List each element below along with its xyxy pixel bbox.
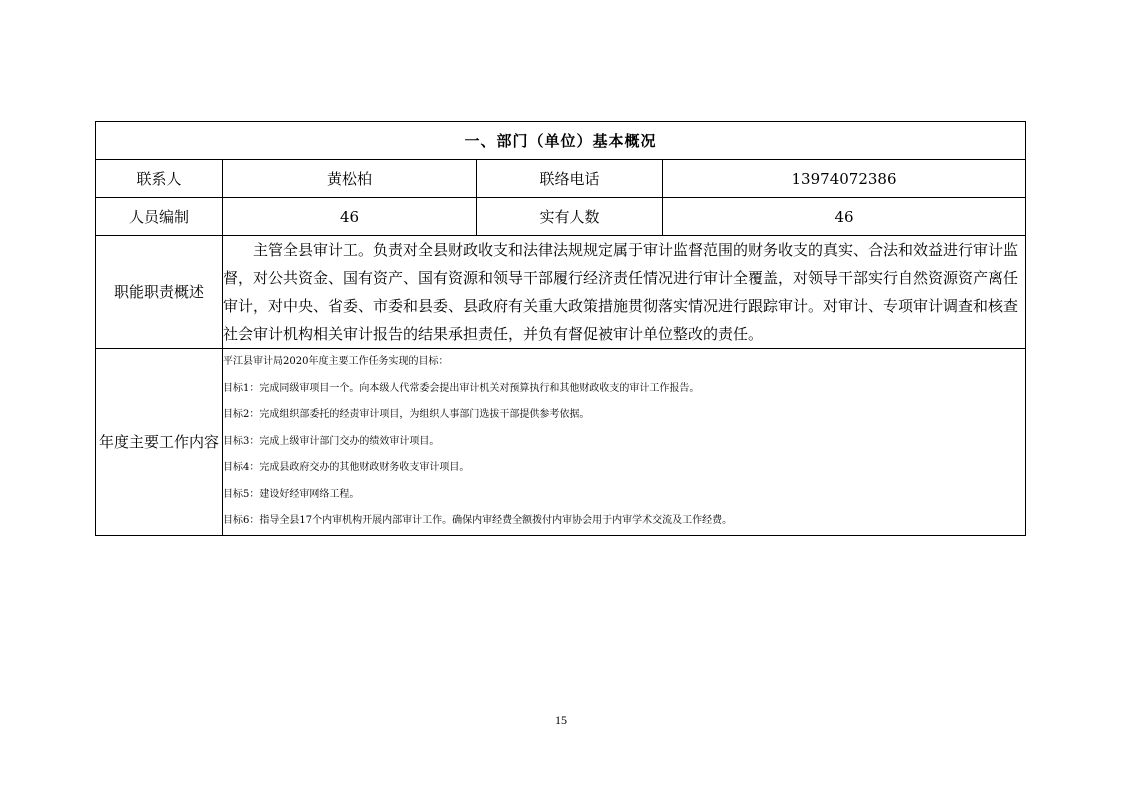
goal-item: 目标3：完成上级审计部门交办的绩效审计项目。 [223, 435, 440, 447]
page-number: 15 [555, 713, 567, 727]
table-title: 一、部门（单位）基本概况 [96, 122, 1026, 160]
phone-value: 13974072386 [663, 160, 1026, 198]
goal-item: 目标2：完成组织部委托的经责审计项目，为组织人事部门选拔干部提供参考依据。 [223, 409, 590, 420]
work-cell [223, 349, 1026, 536]
staff-row [96, 198, 1026, 236]
title-row [96, 122, 1026, 160]
staff-quota-value: 46 [223, 198, 477, 236]
goal-item: 目标4：完成县政府交办的其他财政财务收支审计项目。 [223, 462, 470, 473]
work-intro: 平江县审计局2020年度主要工作任务实现的目标： [223, 356, 449, 367]
actual-staff-label: 实有人数 [477, 198, 663, 236]
phone-label: 联络电话 [477, 160, 663, 198]
duties-label: 职能职责概述 [96, 236, 223, 349]
duties-cell [223, 236, 1026, 349]
goal-item: 目标1：完成同级审项目一个。向本级人代常委会提出审计机关对预算执行和其他财政收支的审计工作报告。 [223, 382, 700, 394]
staff-quota-label: 人员编制 [96, 198, 223, 236]
duties-text: 主管全县审计工。负责对全县财政收支和法律法规规定属于审计监督范围的财务收支的真实、合法和效益进行审计监督，对公共资金、国有资产、国有资源和领导干部履行经济责任情况进行审计全覆盖，对领导干部实行自然资源资产离任审计，对中央、省委、市委和县委、县政府有关重大政策措施贯彻落实情况进行跟踪审计。对审计、专项审计调查和核查社会审计机构相关审计报告的结果承担责任，并负有督促被审计单位整改的责任。 [223, 241, 1019, 343]
work-row [96, 349, 1026, 536]
actual-staff-value: 46 [663, 198, 1026, 236]
contact-value: 黄松柏 [223, 160, 477, 198]
goal-item: 目标5：建设好经审网络工程。 [223, 488, 360, 500]
contact-row [96, 160, 1026, 198]
goal-item: 目标6：指导全县17个内审机构开展内部审计工作。确保内审经费全额拨付内审协会用于内审学术交流及工作经费。 [223, 515, 733, 526]
basic-info-table [95, 121, 1026, 536]
work-label: 年度主要工作内容 [96, 349, 223, 536]
contact-label: 联系人 [96, 160, 223, 198]
duties-row [96, 236, 1026, 349]
